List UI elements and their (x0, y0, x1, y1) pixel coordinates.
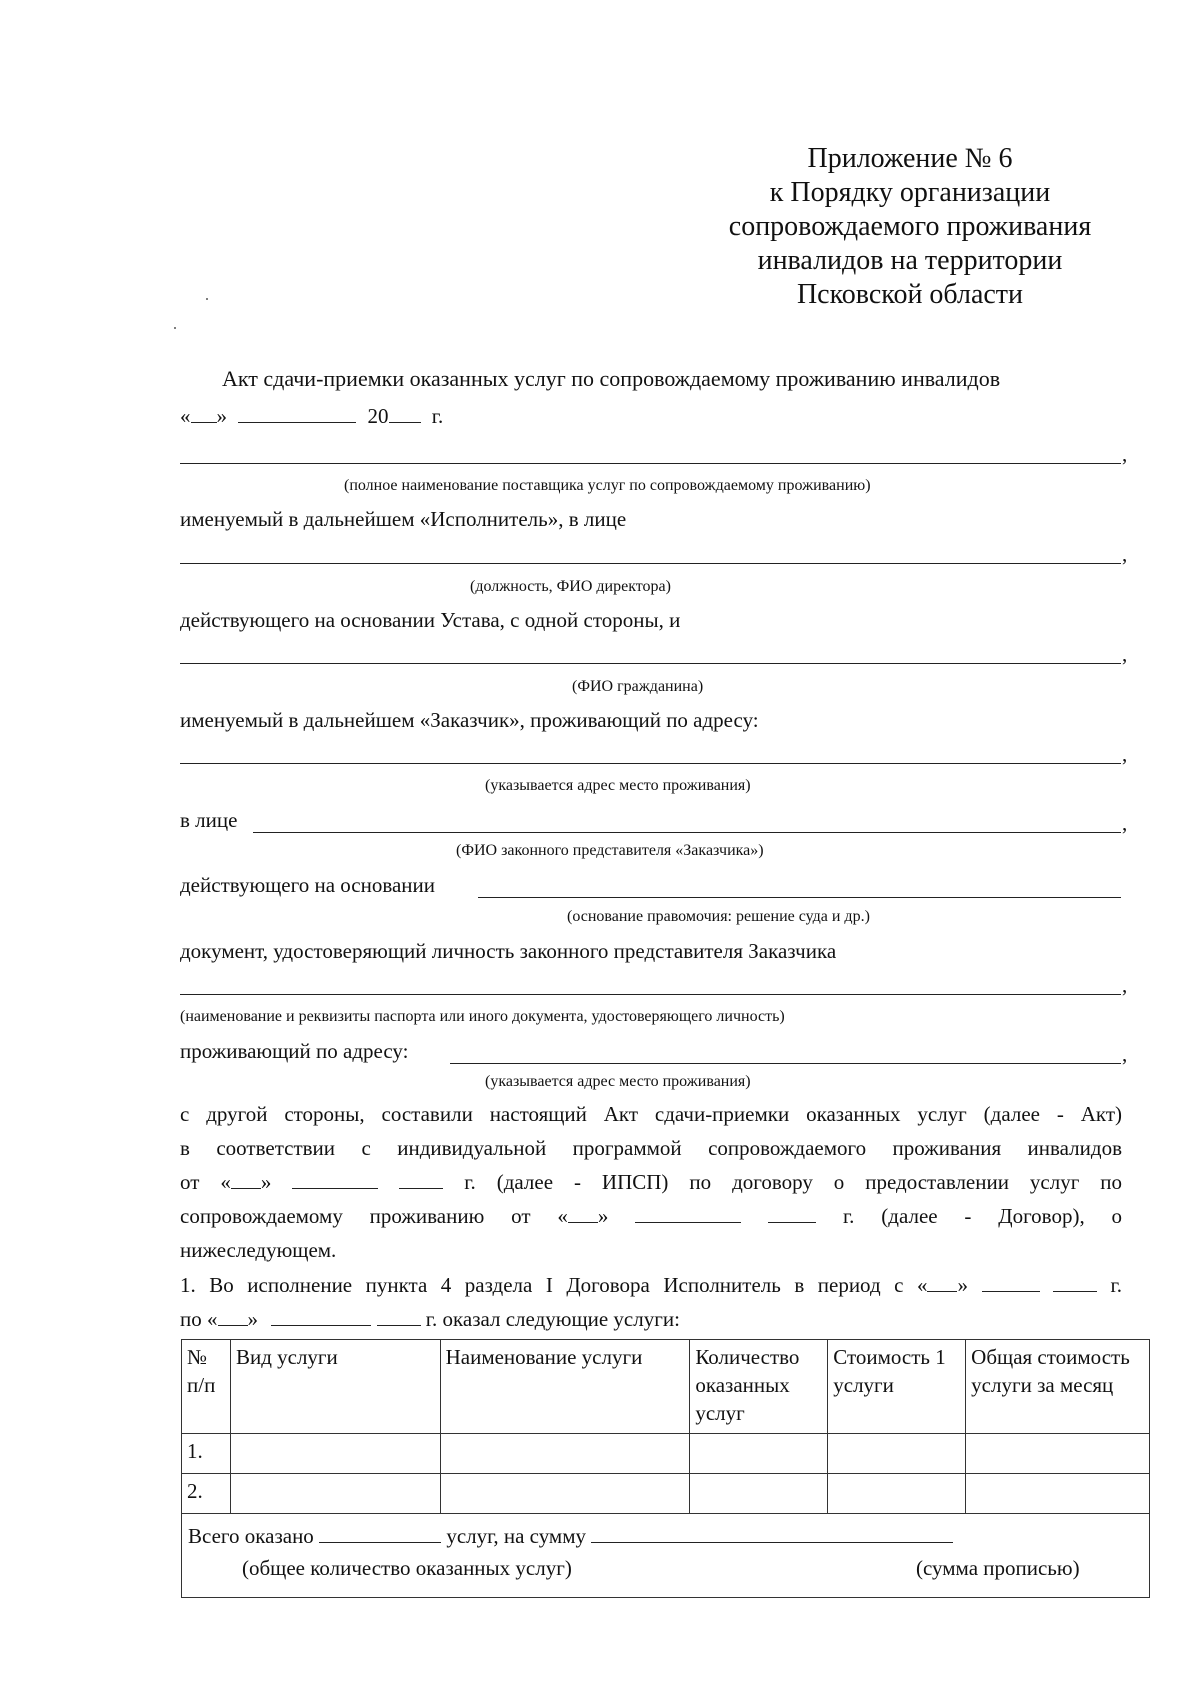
period-from-year-blank[interactable] (1053, 1273, 1097, 1292)
acting-basis-label: действующего на основании (180, 873, 436, 897)
text: г. (далее - Договор), о (842, 1204, 1123, 1228)
citizen-hint: (ФИО гражданина) (572, 678, 704, 695)
scan-speck (174, 327, 176, 329)
date-year-prefix: 20 (367, 404, 389, 428)
ipsp-year-blank[interactable] (399, 1170, 443, 1189)
charter-text: действующего на основании Устава, с одной стороны, и (180, 608, 681, 632)
period-from-day-blank[interactable] (927, 1273, 957, 1292)
table-total-row (182, 1514, 1150, 1598)
text: » (260, 1170, 272, 1194)
table-cell[interactable] (230, 1434, 440, 1474)
text: » (597, 1204, 609, 1228)
services-table (181, 1339, 1150, 1598)
total-line (188, 1522, 1143, 1550)
director-line[interactable] (180, 563, 1121, 564)
text: г. (далее - ИПСП) по договору о предоставлении услуг по (464, 1170, 1123, 1194)
table-cell[interactable] (828, 1474, 966, 1514)
authority-line[interactable] (478, 897, 1121, 898)
period-to-day-blank[interactable] (218, 1307, 248, 1326)
text: г. (1110, 1273, 1123, 1297)
appendix-header (700, 142, 1120, 312)
passport-line[interactable] (180, 994, 1121, 995)
total-mid: услуг, на сумму (446, 1524, 587, 1548)
body-line-5: нижеследующем. (180, 1238, 337, 1262)
contract-day-blank[interactable] (568, 1204, 598, 1223)
customer-address-line[interactable] (180, 763, 1121, 764)
comma: , (1122, 973, 1128, 997)
date-day-blank[interactable] (191, 404, 217, 423)
executor-text: именуемый в дальнейшем «Исполнитель», в лице (180, 507, 627, 531)
body-line-4 (180, 1204, 1122, 1229)
provider-hint: (полное наименование поставщика услуг по сопровождаемому проживанию) (344, 477, 871, 494)
customer-text: именуемый в дальнейшем «Заказчик», проживающий по адресу: (180, 708, 759, 732)
table-cell[interactable] (966, 1474, 1150, 1514)
row-number: 1. (182, 1434, 231, 1474)
period-from-month-blank[interactable] (982, 1273, 1040, 1292)
table-cell[interactable] (690, 1474, 828, 1514)
provider-name-line[interactable] (180, 463, 1121, 464)
text: по « (180, 1307, 218, 1331)
appendix-line: инвалидов на территории (757, 245, 1063, 276)
address-hint: (указывается адрес место проживания) (485, 777, 751, 794)
column-header-number: № п/п (182, 1340, 231, 1434)
table-row (182, 1474, 1150, 1514)
table-cell[interactable] (690, 1434, 828, 1474)
column-header-service-name: Наименование услуги (440, 1340, 690, 1434)
body-line-1: с другой стороны, составили настоящий Акт сдачи-приемки оказанных услуг (далее - Акт) (180, 1102, 1122, 1126)
address-hint-2: (указывается адрес место проживания) (485, 1073, 751, 1090)
total-count-blank[interactable] (319, 1524, 441, 1543)
appendix-line: к Порядку организации (769, 177, 1051, 208)
text: » (247, 1307, 258, 1331)
text: 1. Во исполнение пункта 4 раздела I Договора Исполнитель в период с « (180, 1273, 928, 1297)
text: от « (180, 1170, 231, 1194)
text: г. оказал следующие услуги: (425, 1307, 680, 1331)
director-hint: (должность, ФИО директора) (470, 578, 671, 595)
contract-year-blank[interactable] (768, 1204, 816, 1223)
table-cell[interactable] (440, 1474, 690, 1514)
column-header-quantity: Количество оказанных услуг (690, 1340, 828, 1434)
comma: , (1122, 1042, 1128, 1066)
clause-1-continued (180, 1307, 680, 1332)
clause-1 (180, 1273, 1122, 1298)
contract-month-blank[interactable] (635, 1204, 741, 1223)
comma: , (1122, 442, 1128, 466)
column-header-unit-cost: Стоимость 1 услуги (828, 1340, 966, 1434)
comma: , (1122, 811, 1128, 835)
date-quote-close: » (216, 404, 227, 428)
authority-hint: (основание правомочия: решение суда и др.) (567, 908, 870, 925)
total-sum-blank[interactable] (591, 1524, 953, 1543)
act-title: Акт сдачи-приемки оказанных услуг по сопровождаемому проживанию инвалидов (222, 366, 1001, 391)
total-count-hint: (общее количество оказанных услуг) (242, 1556, 572, 1580)
ipsp-month-blank[interactable] (292, 1170, 378, 1189)
date-quote-open: « (180, 404, 191, 428)
text: » (957, 1273, 968, 1297)
period-to-month-blank[interactable] (271, 1307, 371, 1326)
residing-address-line[interactable] (450, 1063, 1121, 1064)
representative-hint: (ФИО законного представителя «Заказчика») (456, 842, 764, 859)
text: сопровождаемому проживанию от « (180, 1204, 568, 1228)
period-to-year-blank[interactable] (377, 1307, 421, 1326)
table-cell[interactable] (966, 1434, 1150, 1474)
row-number: 2. (182, 1474, 231, 1514)
id-document-text: документ, удостоверяющий личность законного представителя Заказчика (180, 939, 837, 963)
citizen-name-line[interactable] (180, 663, 1121, 664)
total-label: Всего оказано (188, 1524, 314, 1548)
representative-line[interactable] (253, 832, 1121, 833)
appendix-line: сопровождаемого проживания (728, 211, 1092, 242)
date-year-suffix: г. (431, 404, 444, 428)
appendix-line: Псковской области (796, 279, 1024, 310)
total-cell (182, 1514, 1150, 1598)
date-month-blank[interactable] (238, 404, 356, 423)
residing-label: проживающий по адресу: (180, 1039, 409, 1063)
total-sum-hint: (сумма прописью) (916, 1556, 1080, 1580)
table-header-row (182, 1340, 1150, 1434)
scan-speck (206, 298, 208, 300)
total-hints (188, 1554, 1143, 1584)
table-cell[interactable] (230, 1474, 440, 1514)
table-row (182, 1434, 1150, 1474)
ipsp-day-blank[interactable] (231, 1170, 261, 1189)
comma: , (1122, 742, 1128, 766)
in-person-label: в лице (180, 808, 238, 832)
body-line-2: в соответствии с индивидуальной программой сопровождаемого проживания инвалидов (180, 1136, 1122, 1160)
comma: , (1122, 542, 1128, 566)
table-cell[interactable] (440, 1434, 690, 1474)
passport-hint: (наименование и реквизиты паспорта или иного документа, удостоверяющего личность) (180, 1008, 785, 1025)
column-header-total-cost: Общая стоимость услуги за месяц (966, 1340, 1150, 1434)
date-year-blank[interactable] (389, 404, 421, 423)
appendix-number: Приложение № 6 (807, 143, 1013, 174)
body-line-3 (180, 1170, 1122, 1195)
act-date (180, 404, 443, 429)
comma: , (1122, 642, 1128, 666)
table-cell[interactable] (828, 1434, 966, 1474)
column-header-service-type: Вид услуги (230, 1340, 440, 1434)
